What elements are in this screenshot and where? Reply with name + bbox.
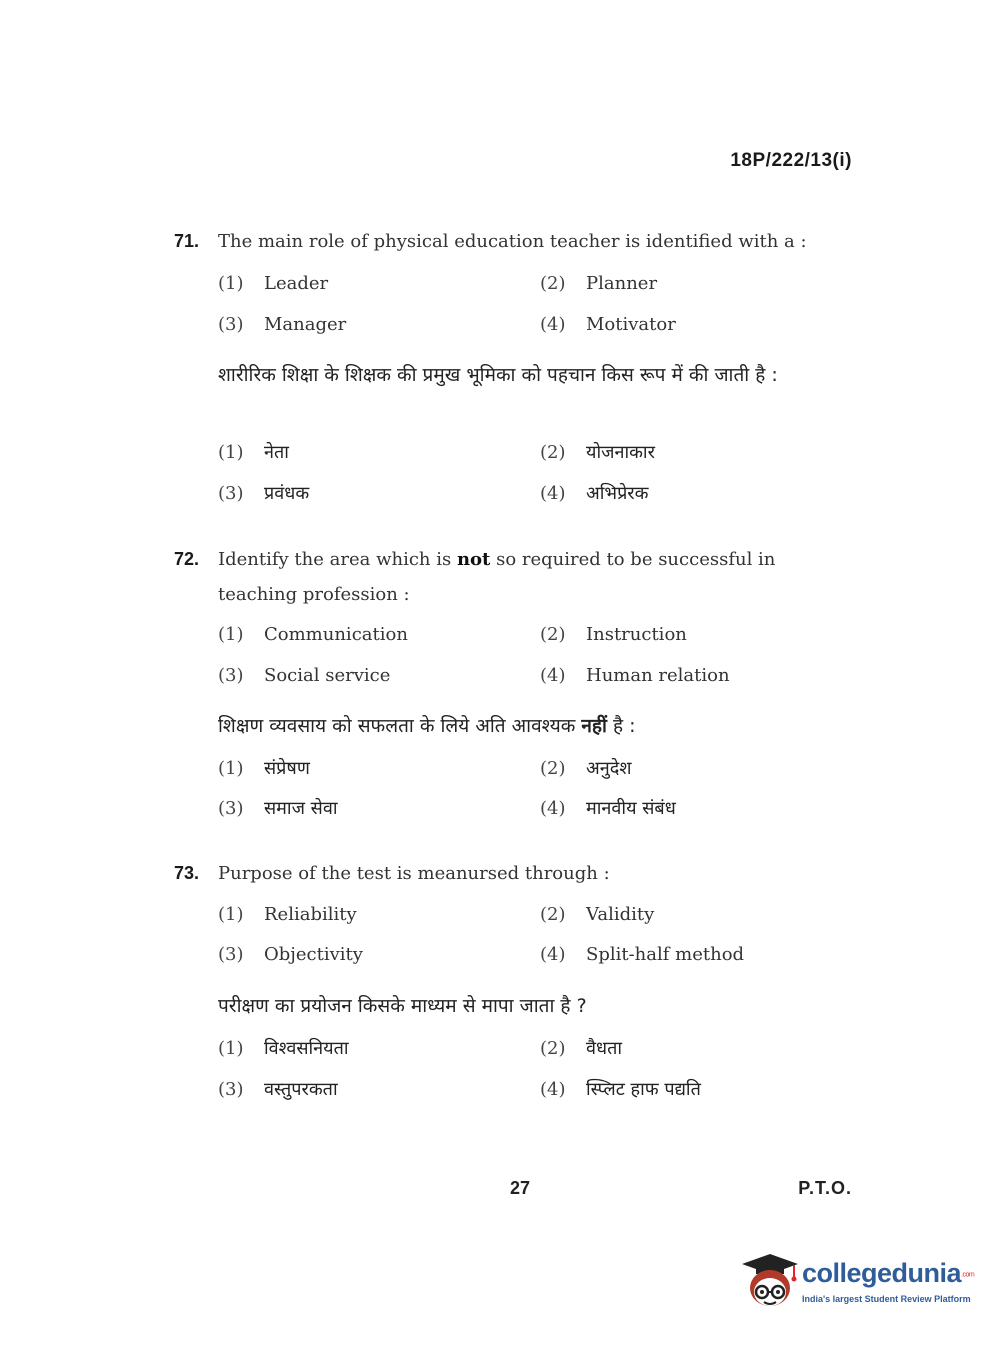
option-text: संप्रेषण [264,758,310,779]
option-number: (2) [540,758,566,779]
option-1 [218,903,357,927]
option-text: प्रवंधक [264,483,310,504]
question-stem: The main role of physical education teacher is identified with a : [218,231,807,252]
option-4 [540,664,730,688]
option-3 [218,313,346,337]
option-number: (3) [218,944,244,965]
option-number: (4) [540,314,566,335]
option-number: (2) [540,624,566,645]
option-text: विश्वसनियता [264,1038,349,1059]
hindi-option-4 [540,797,676,821]
option-number: (3) [218,1079,244,1100]
option-number: (1) [218,904,244,925]
option-text: Validity [586,904,655,925]
option-text: Communication [264,624,408,645]
hindi-option-2 [540,757,632,781]
option-text: Manager [264,314,347,335]
hindi-option-2 [540,1037,622,1061]
logo-name: collegedunia [802,1258,962,1288]
option-text: Motivator [586,314,676,335]
option-text: Planner [586,273,658,294]
mascot-icon [740,1250,800,1310]
option-number: (3) [218,665,244,686]
option-number: (2) [540,904,566,925]
option-text: Reliability [264,904,357,925]
option-1 [218,272,328,296]
option-number: (4) [540,483,566,504]
stem-text: so required to be successful in teaching profession : [218,549,776,605]
hindi-question-stem: शारीरिक शिक्षा के शिक्षक की प्रमुख भूमिका को पहचान किस रूप में की जाती है : [218,364,778,386]
option-text: Human relation [586,665,730,686]
option-4 [540,313,676,337]
option-text: Instruction [586,624,687,645]
hindi-option-1 [218,1037,349,1061]
option-number: (3) [218,798,244,819]
stem-text: शिक्षण व्यवसाय को सफलता के लिये अति आवश्यक [218,715,582,737]
stem-text: है : [606,715,636,737]
option-number: (1) [218,758,244,779]
option-number: (4) [540,798,566,819]
option-text: Social service [264,665,391,686]
option-3 [218,664,390,688]
hindi-option-1 [218,441,289,465]
option-number: (1) [218,624,244,645]
option-2 [540,903,654,927]
option-number: (1) [218,442,244,463]
hindi-option-3 [218,797,338,821]
question-number: 72. [174,549,200,569]
option-3 [218,943,363,967]
stem-emphasis: not [456,549,491,570]
option-2 [540,623,687,647]
page-number: 27 [509,1178,531,1198]
option-text: वैधता [586,1038,622,1059]
option-text: स्प्लिट हाफ पद्यति [586,1079,701,1100]
option-text: Leader [264,273,329,294]
question-number: 73. [174,863,200,883]
logo-tagline: India's largest Student Review Platform [802,1294,971,1304]
option-number: (2) [540,273,566,294]
option-1 [218,623,408,647]
option-text: नेता [264,442,289,463]
option-text: समाज सेवा [264,798,338,819]
option-number: (2) [540,1038,566,1059]
paper-code: 18P/222/13(i) [730,150,852,171]
option-text: Split-half method [586,944,745,965]
option-text: अभिप्रेरक [586,483,649,504]
option-number: (1) [218,273,244,294]
logo-wordmark [802,1258,974,1289]
option-number: (3) [218,483,244,504]
option-number: (4) [540,1079,566,1100]
option-number: (2) [540,442,566,463]
question-stem: Purpose of the test is meanursed through : [218,863,610,884]
logo-suffix: .com [961,1271,975,1279]
option-4 [540,943,744,967]
option-text: मानवीय संबंध [586,798,676,819]
hindi-option-3 [218,1078,338,1102]
hindi-option-2 [540,441,655,465]
collegedunia-logo [740,1250,975,1310]
option-2 [540,272,657,296]
option-number: (3) [218,314,244,335]
option-text: Objectivity [264,944,363,965]
stem-emphasis: नहीं [581,715,607,737]
stem-text: Identify the area which is [218,549,457,570]
hindi-option-4 [540,1078,701,1102]
option-text: वस्तुपरकता [264,1079,338,1100]
hindi-option-3 [218,482,309,506]
question-number: 71. [174,231,200,251]
question-stem [218,542,858,612]
hindi-option-1 [218,757,310,781]
option-text: अनुदेश [586,758,632,779]
option-number: (1) [218,1038,244,1059]
hindi-option-4 [540,482,649,506]
option-number: (4) [540,665,566,686]
hindi-question-stem: परीक्षण का प्रयोजन किसके माध्यम से मापा जाता है ? [218,995,587,1017]
option-number: (4) [540,944,566,965]
option-text: योजनाकार [586,442,655,463]
hindi-question-stem [218,710,858,743]
pto-label: P.T.O. [798,1178,852,1198]
